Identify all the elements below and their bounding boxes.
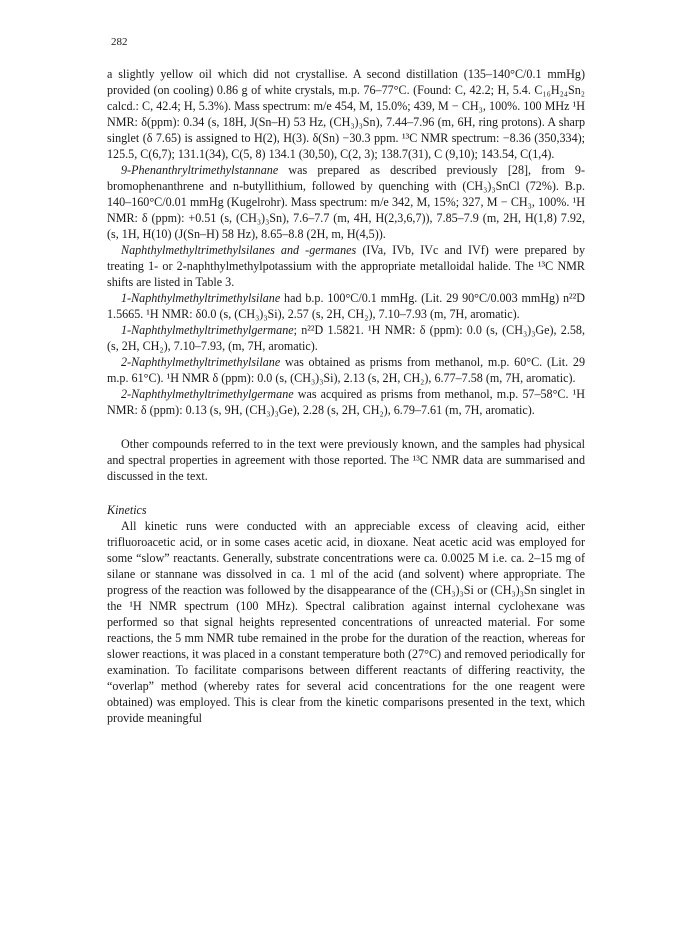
compound-name: 2-Naphthylmethyltrimethylsilane xyxy=(121,355,281,369)
paragraph-1-naphthyl-germane xyxy=(107,322,585,354)
paragraph-text: was prepared as described previously [28], from 9-bromophenanthrene and n-butyllithium, followed by quenching with (CH₃)₃SnCl (72%). B.p. 140–160°C/0.01 mmHg (Kugelrohr). Mass spectrum: m/e 342, M, 15%; 327, M − CH₃, 100%. ¹H NMR: δ (ppm): +0.51 (s, (CH₃)₃Sn), 7.6–7.7 (m, 4H, H(2,3,6,7)), 7.85–7.9 (m, 2H, H(1,8) 7.92, (s, 1H, H(10) (J(Sn–H) 58 Hz), 8.65–8.8 (2H, m, H(4,5)). xyxy=(107,163,585,241)
section-gap xyxy=(107,418,585,436)
page-number: 282 xyxy=(111,36,128,48)
paragraph-text: ; n²²D 1.5821. ¹H NMR: δ (ppm): 0.0 (s, (CH₃)₃Ge), 2.58, (s, 2H, CH₂), 7.10–7.93, (m, 7H, aromatic). xyxy=(107,323,585,353)
paragraph-kinetics: All kinetic runs were conducted with an appreciable excess of cleaving acid, either trifluoroacetic acid, or in some cases acetic acid, in dioxane. Neat acetic acid was employed for some “slow” reactants. Generally, substrate concentrations were ca. 0.0025 M i.e. ca. 2–15 mg of silane or stannane was dissolved in ca. 1 ml of the acid (and solvent) where appropriate. The progress of the reaction was followed by the disappearance of the (CH₃)₃Si or (CH₃)₃Sn singlet in the ¹H NMR spectrum (100 MHz). Spectral calibration against internal cyclohexane was performed so that signal heights represented concentrations of unreacted material. For some reactions, the 5 mm NMR tube remained in the probe for the duration of the reaction, whereas for slower reactions, it was placed in a constant temperature both (27°C) and removed periodically for examination. To facilitate comparisons between different reactants of differing reactivity, the “overlap” method (whereby rates for several acid concentrations for the one reagent were obtained) was employed. This is clear from the kinetic comparisons presented in the text, which provide meaningful xyxy=(107,519,585,725)
paragraph-text: (IVa, IVb, IVc and IVf) were prepared by treating 1- or 2-naphthylmethylpotassium with the appropriate metalloidal halide. The ¹³C NMR shifts are listed in Table 3. xyxy=(107,243,585,289)
section-heading-kinetics: Kinetics xyxy=(107,503,147,517)
compound-name: 9-Phenanthryltrimethylstannane xyxy=(121,163,279,177)
paragraph-phenanthryl xyxy=(107,162,585,242)
compound-name: 2-Naphthylmethyltrimethylgermane xyxy=(121,387,294,401)
paragraph-2-naphthyl-silane xyxy=(107,354,585,386)
paragraph-1-naphthyl-silane xyxy=(107,290,585,322)
compound-name: Naphthylmethyltrimethylsilanes and -germanes xyxy=(121,243,357,257)
compound-name: 1-Naphthylmethyltrimethylsilane xyxy=(121,291,281,305)
paragraph-other-compounds: Other compounds referred to in the text were previously known, and the samples had physical and spectral properties in agreement with those reported. The ¹³C NMR data are summarised and discussed in the text. xyxy=(107,437,585,483)
section-gap xyxy=(107,484,585,502)
compound-name: 1-Naphthylmethyltrimethylgermane xyxy=(121,323,294,337)
page-body xyxy=(107,66,585,726)
paragraph-2-naphthyl-germane xyxy=(107,386,585,418)
paragraph-text: was obtained as prisms from methanol, m.p. 60°C. (Lit. 29 m.p. 61°C). ¹H NMR δ (ppm): 0.0 (s, (CH₃)₃Si), 2.13 (s, 2H, CH₂), 6.77–7.58 (m, 7H, aromatic). xyxy=(107,355,585,385)
paragraph-naphthylmethyl xyxy=(107,242,585,290)
paragraph-experimental-continued: a slightly yellow oil which did not crystallise. A second distillation (135–140°C/0.1 mmHg) provided (on cooling) 0.86 g of white crystals, m.p. 76–77°C. (Found: C, 42.2; H, 5.4. C₁₆H₂₄Sn₂ calcd.: C, 42.4; H, 5.3%). Mass spectrum: m/e 454, M, 15.0%; 439, M − CH₃, 100%. 100 MHz ¹H NMR: δ(ppm): 0.34 (s, 18H, J(Sn–H) 53 Hz, (CH₃)₃Sn), 7.44–7.96 (m, 6H, ring protons). A sharp singlet (δ 7.65) is assigned to H(2), H(3). δ(Sn) −30.3 ppm. ¹³C NMR spectrum: −8.36 (350,334); 125.5, C(6,7); 131.1(34), C(5, 8) 134.1 (30,50), C(2, 3); 138.7(31), C (9,10); 143.54, C(1,4). xyxy=(107,67,585,161)
paragraph-text: was acquired as prisms from methanol, m.p. 57–58°C. ¹H NMR: δ (ppm): 0.13 (s, 9H, (CH₃)₃Ge), 2.28 (s, 2H, CH₂), 6.79–7.61 (m, 7H, aromatic). xyxy=(107,387,585,417)
paragraph-text: had b.p. 100°C/0.1 mmHg. (Lit. 29 90°C/0.003 mmHg) n²²D 1.5665. ¹H NMR: δ0.0 (s, (CH₃)₃Si), 2.57 (s, 2H, CH₂), 7.10–7.93 (m, 7H, aromatic). xyxy=(107,291,585,321)
